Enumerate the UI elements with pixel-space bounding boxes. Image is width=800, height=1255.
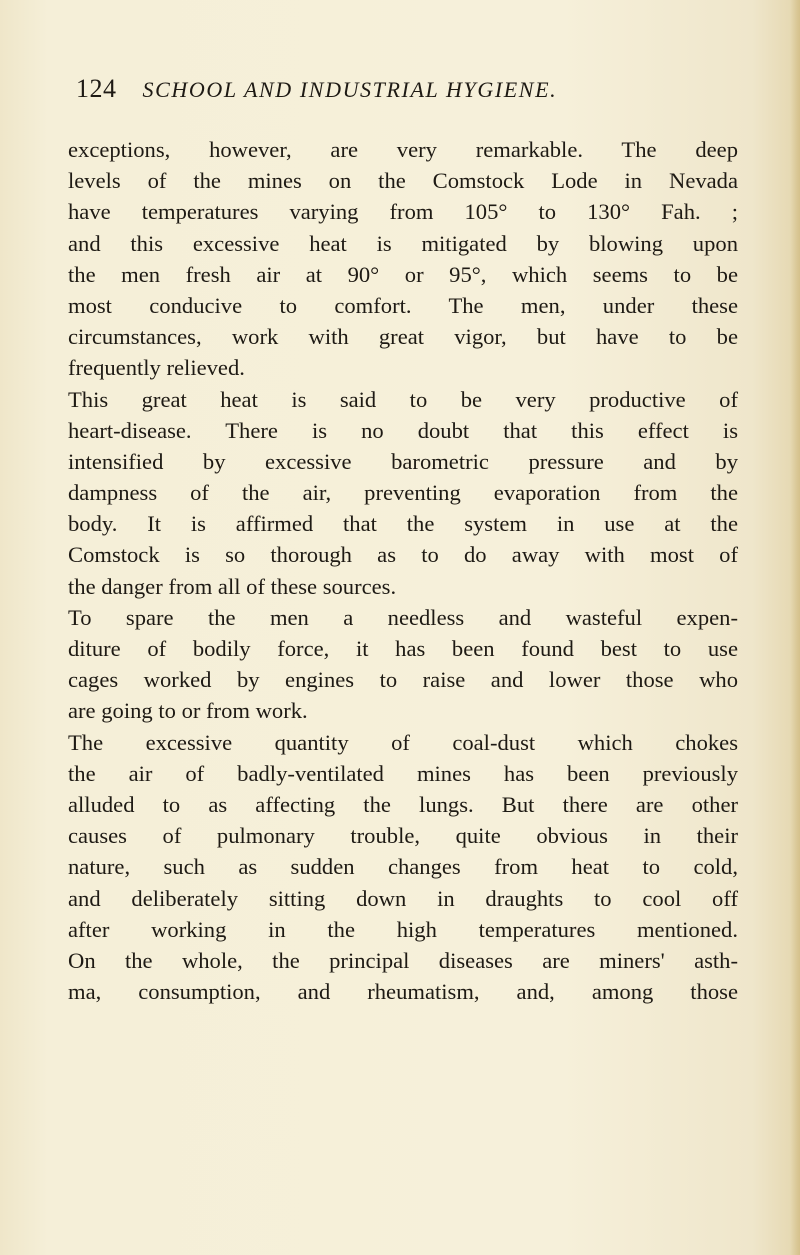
text-line: levels of the mines on the Comstock Lode in Nevada xyxy=(68,168,738,194)
text-line: the danger from all of these sources. xyxy=(68,573,397,599)
page-number: 124 xyxy=(76,74,117,103)
text-line: most conducive to comfort. The men, under these xyxy=(68,292,738,318)
text-line: cages worked by engines to raise and lower those who xyxy=(68,667,738,693)
text-line: On the whole, the principal diseases are miners' asth- xyxy=(68,947,738,973)
text-line: nature, such as sudden changes from heat to cold, xyxy=(68,854,738,880)
text-line: ma, consumption, and rheumatism, and, among those xyxy=(68,979,738,1005)
text-line: the air of badly-ventilated mines has been previously xyxy=(68,760,738,786)
running-head: SCHOOL AND INDUSTRIAL HYGIENE. xyxy=(142,77,558,102)
text-line: heart-disease. There is no doubt that this effect is xyxy=(68,417,738,443)
text-line: body. It is affirmed that the system in use at the xyxy=(68,511,738,537)
text-line: Comstock is so thorough as to do away with most of xyxy=(68,542,738,568)
text-line: and deliberately sitting down in draughts to cool off xyxy=(68,885,738,911)
text-line: the men fresh air at 90° or 95°, which seems to be xyxy=(68,261,738,287)
text-line: This great heat is said to be very productive of xyxy=(68,386,738,412)
text-line: The excessive quantity of coal-dust which chokes xyxy=(68,729,738,755)
text-line: dampness of the air, preventing evaporation from the xyxy=(68,480,738,506)
text-line: exceptions, however, are very remarkable. The deep xyxy=(68,137,738,162)
text-line: and this excessive heat is mitigated by blowing upon xyxy=(68,230,738,256)
text-line: To spare the men a needless and wasteful expen- xyxy=(68,604,738,630)
text-line: causes of pulmonary trouble, quite obvious in their xyxy=(68,823,738,849)
text-line: have temperatures varying from 105° to 130° Fah. ; xyxy=(68,199,738,225)
text-line: alluded to as affecting the lungs. But there are other xyxy=(68,791,738,817)
text-line: diture of bodily force, it has been found best to use xyxy=(68,636,738,661)
text-line: circumstances, work with great vigor, but have to be xyxy=(68,324,738,350)
text-line: intensified by excessive barometric pressure and by xyxy=(68,448,738,474)
text-line: frequently relieved. xyxy=(68,355,245,381)
body-text xyxy=(68,134,738,1007)
page-header xyxy=(76,74,696,110)
text-line: after working in the high temperatures mentioned. xyxy=(68,916,738,942)
text-line: are going to or from work. xyxy=(68,698,308,724)
page-edge-shadow xyxy=(790,0,800,1255)
